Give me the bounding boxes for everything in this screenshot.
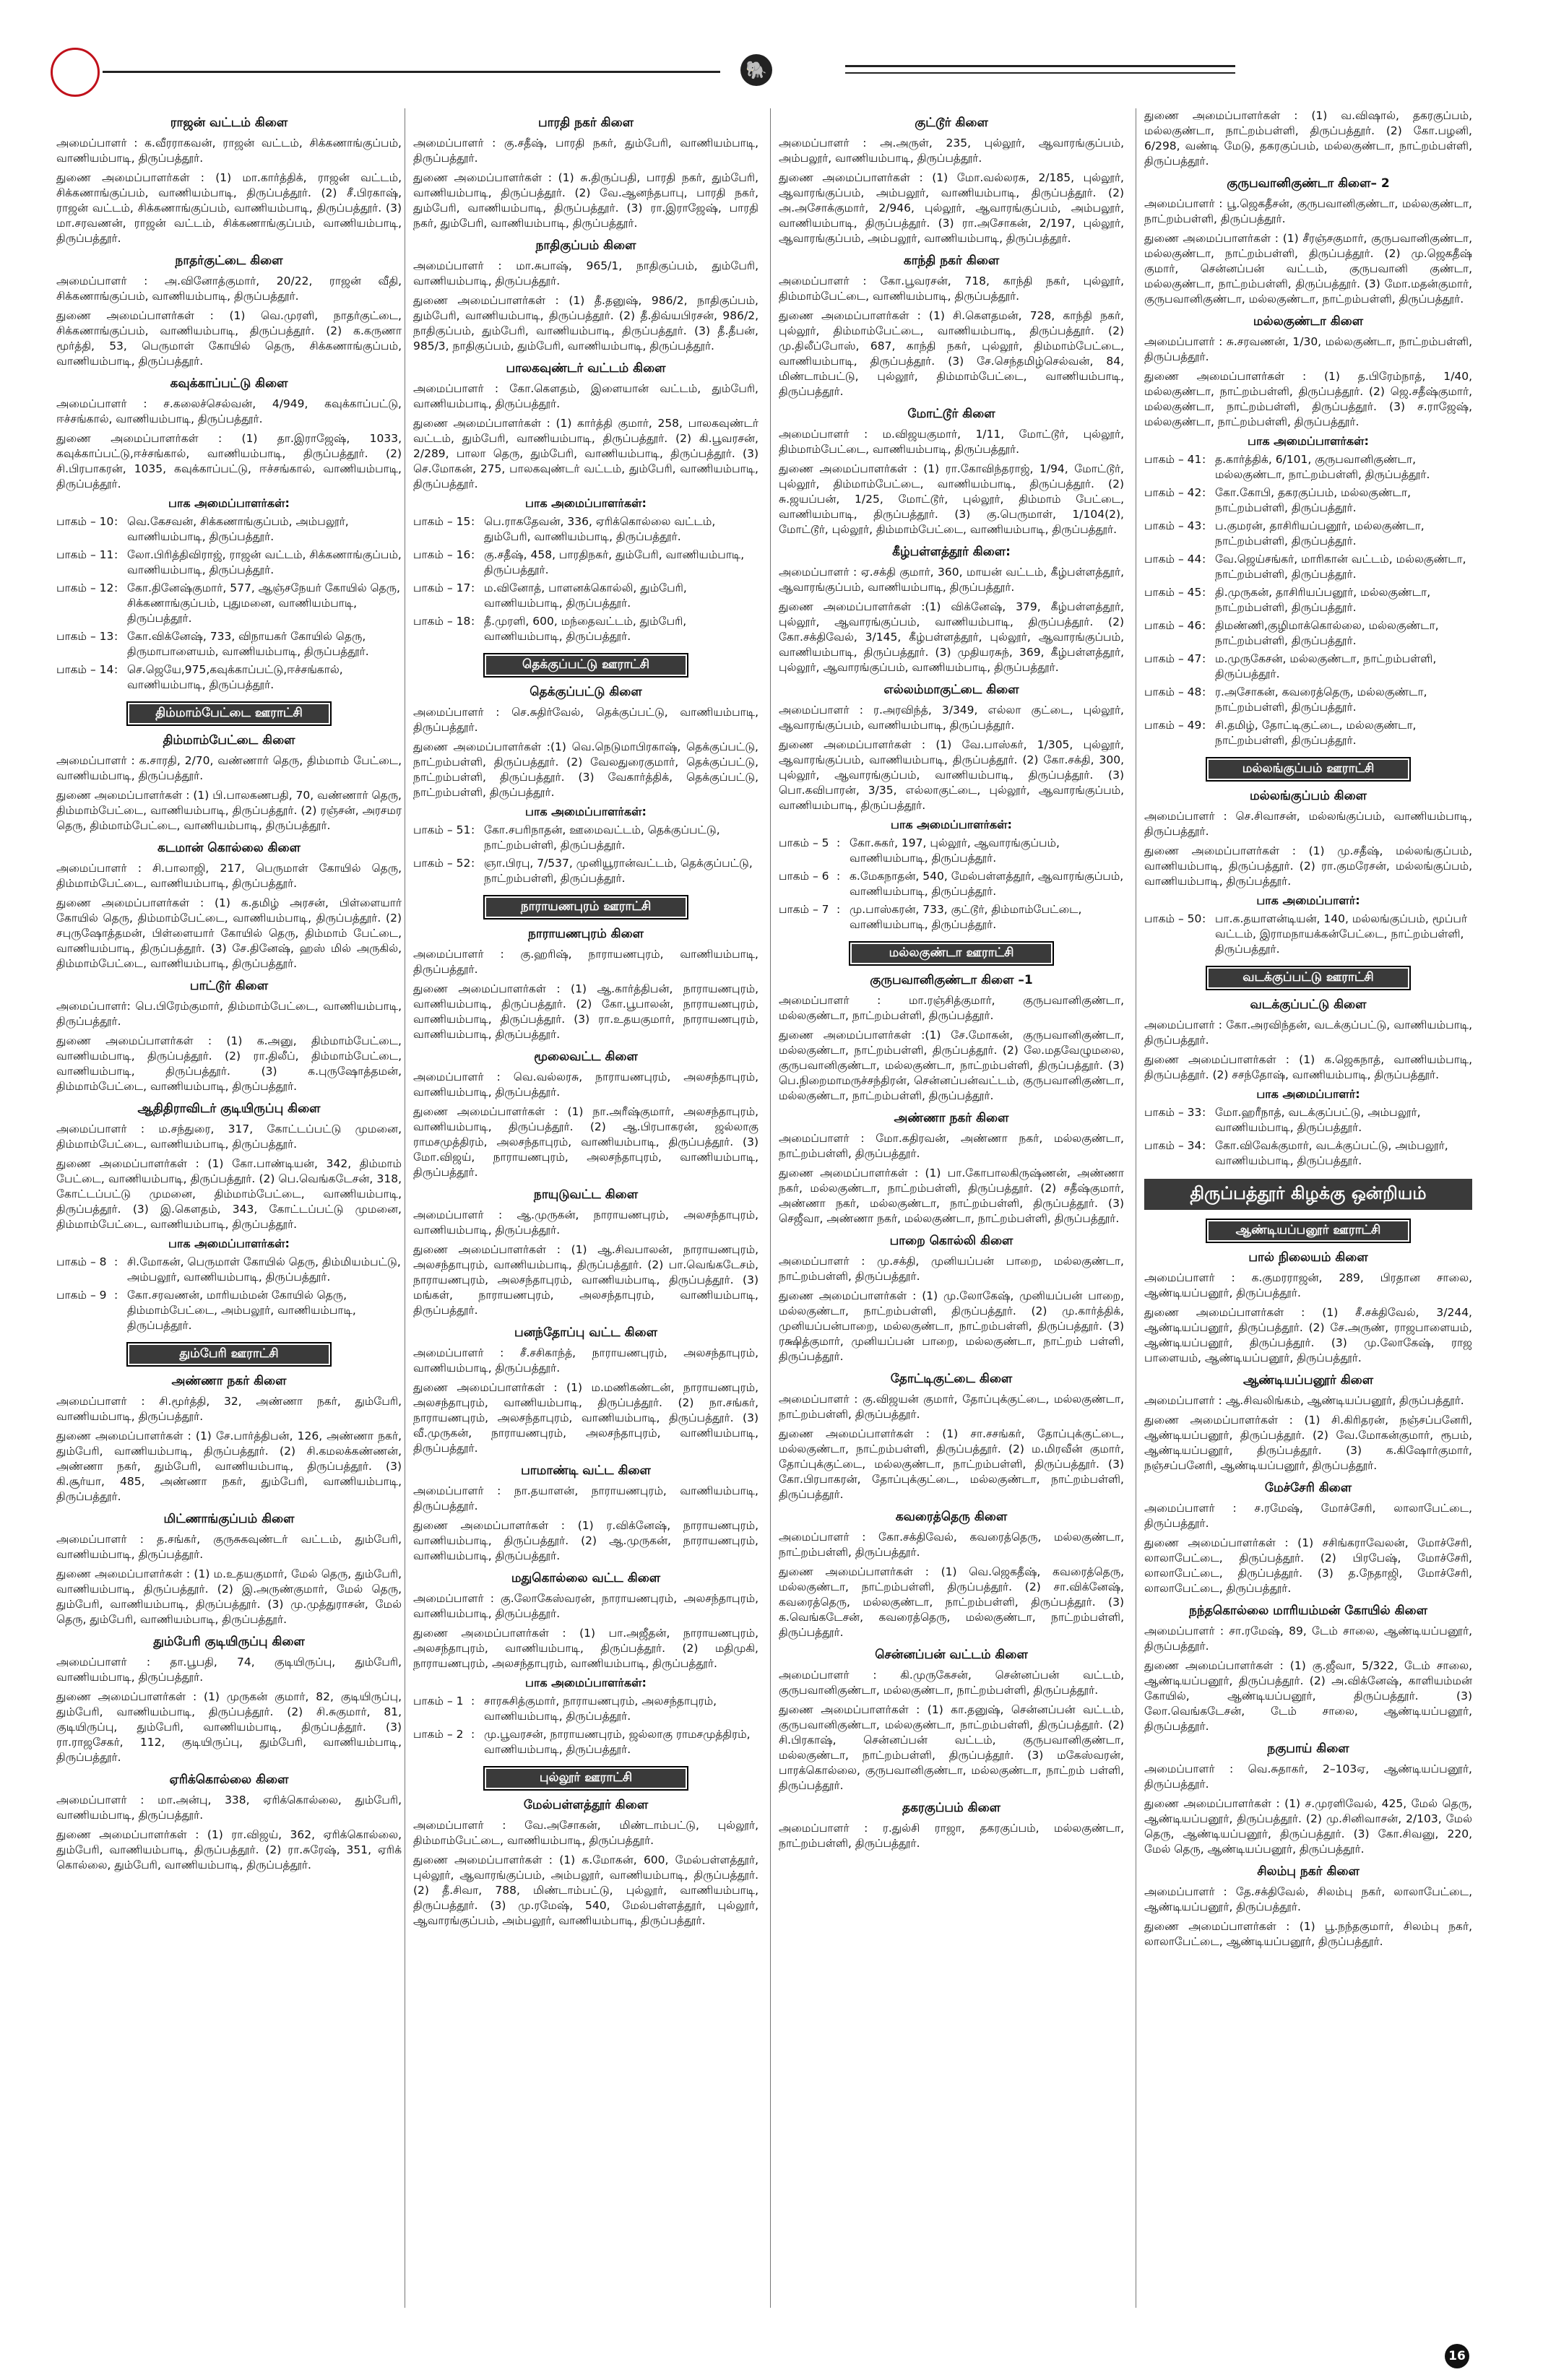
booth-number: பாகம் – 5 [779,836,829,849]
deputy-organizers-text: துணை அமைப்பாளர்கள் : (1) த.பிரேம்நாத், 1/40, மல்லகுண்டா, நாட்றம்பள்ளி, திருப்பத்தூர். (2) ஜெ.சதீஷ்குமார், மல்லகுண்டா, நாட்றம்பள்ளி, திருப்பத்தூர். (3) ச.ராஜேஷ், மல்லகுண்டா, நாட்றம்பள்ளி, திருப்பத்தூர். [1144,370,1472,428]
organizer-text: அமைப்பாளர் : சீ.சசிகாந்த், நாராயணபுரம், அலசந்தாபுரம், வாணியம்பாடி, திருப்பத்தூர். [413,1346,758,1375]
booth-organizer: பா.க.தயாளன்டியன், 140, மல்லங்குப்பம், மூப்பர் வட்டம், இராமநாயக்கன்பேட்டை, நாட்றம்பள்ளி, திருப்பத்தூர். [1215,912,1468,956]
deputy-organizers-text: துணை அமைப்பாளர்கள் : (1) கா.தனுஷ், சென்னப்பன் வட்டம், குருபவானிகுண்டா, மல்லகுண்டா, நாட்றம்பள்ளி, திருப்பத்தூர். (2) சி.பிரகாஷ், சென்னப்பன் வட்டம், குருபவானிகுண்டா, மல்லகுண்டா, நாட்றம்பள்ளி, திருப்பத்தூர். (3) மகேஸ்வரன், பாரக்கொல்லை, குருபவானிகுண்டா, மல்லகுண்டா, நாட்றம் பள்ளி, திருப்பத்தூர். [779,1703,1124,1792]
deputy-organizers-text: துணை அமைப்பாளர்கள் : (1) வ.விஷால், தகரகுப்பம், மல்லகுண்டா, நாட்றம்பள்ளி, திருப்பத்தூர். (2) கோ.பழனி, 6/298, வண்டி மேடு, தகரகுப்பம், மல்லகுண்டா, நாட்றம்பள்ளி, திருப்பத்தூர். [1144,109,1472,168]
organizer-text: அமைப்பாளர் : கு.விஜயன் குமார், தோப்புக்குட்டை, மல்லகுண்டா, நாட்றம்பள்ளி, திருப்பத்தூர். [779,1393,1124,1421]
booth-row: பாகம் – 41 : த.கார்த்திக், 6/101, குருபவானிகுண்டா, மல்லகுண்டா, நாட்றம்பள்ளி, திருப்பத்தூர். [1144,452,1472,483]
column-1 [56,108,402,2308]
booth-row: பாகம் – 7 : மு.பாஸ்கரன், 733, குட்டூர், திம்மாம்பேட்டை, வாணியம்பாடி, திருப்பத்தூர். [779,902,1124,932]
deputy-organizers-text: துணை அமைப்பாளர்கள் : (1) பா.கோபாலகிருஷ்ணன், அண்ணா நகர், மல்லகுண்டா, நாட்றம்பள்ளி, திருப்பத்தூர். (2) சதீஷ்குமார், அண்ணா நகர், மல்லகுண்டா, நாட்றம்பள்ளி, திருப்பத்தூர். (3) செஜீவா, அண்ணா நகர், மல்லகுண்டா, நாட்றம்பள்ளி, திருப்பத்தூர். [779,1167,1124,1225]
booth-organizer: கு.சதீஷ், 458, பாரதிநகர், தும்பேரி, வாணியம்பாடி, திருப்பத்தூர். [484,548,745,576]
branch-title: கீழ்பள்ளத்தூர் கிளை: [892,545,1011,559]
booth-row: பாகம் – 9 : கோ.சரவணன், மாரியம்மன் கோயில் தெரு, திம்மாம்பேட்டை, அம்பலூர், வாணியம்பாடி, திருப்பத்தூர். [56,1288,402,1333]
organizer-text: அமைப்பாளர் : சா.ரமேஷ், 89, டேம் சாலை, ஆண்டியப்பனூர், திருப்பத்தூர். [1144,1624,1472,1653]
booth-row: பாகம் – 51 : கோ.சபரிநாதன், ஊமைவட்டம், தெக்குப்பட்டு, நாட்றம்பள்ளி, திருப்பத்தூர். [413,823,758,853]
column-4 [1144,108,1472,2308]
booth-row: பாகம் – 45 : தி.முருகன், தாசிரியப்பனூர், மல்லகுண்டா, நாட்றம்பள்ளி, திருப்பத்தூர். [1144,585,1472,615]
organizer-text: அமைப்பாளர் : தே.சக்திவேல், சிலம்பு நகர், லாலாபேட்டை, ஆண்டியப்பனூர், திருப்பத்தூர். [1144,1885,1472,1913]
deputy-organizers-text: துணை அமைப்பாளர்கள் : (1) கார்த்தி குமார், 258, பாலகவுண்டர் வட்டம், தும்பேரி, வாணியம்பாடி, திருப்பத்தூர். (2) கி.பூவரசன், 2/289, பாலா தெரு, தும்பேரி, வாணியம்பாடி, திருப்பத்தூர். (3) செ.மோகன், 275, பாலகவுண்டர் வட்டம், தும்பேரி, வாணியம்பாடி, திருப்பத்தூர். [413,417,758,490]
panchayat-banner: மல்லங்குப்பம் ஊராட்சி [1206,757,1411,782]
organizer-text: அமைப்பாளர் : சு.சரவணன், 1/30, மல்லகுண்டா, நாட்றம்பள்ளி, திருப்பத்தூர். [1144,335,1472,363]
booth-row: பாகம் – 44 : வே.ஜெய்சங்கர், மாரிகான் வட்டம், மல்லகுண்டா, நாட்றம்பள்ளி, திருப்பத்தூர். [1144,552,1472,582]
booth-number: பாகம் – 11 [56,548,114,561]
branch-title: குருபவானிகுண்டா கிளை –1 [870,973,1033,987]
branch-title: எல்லம்மாகுட்டை கிளை [883,683,1019,697]
organizer-text: அமைப்பாளர் : ச.ரமேஷ், மோச்சேரி, லாலாபேட்டை, திருப்பத்தூர். [1144,1502,1472,1530]
organizer-text: அமைப்பாளர் : க.வீரராகவன், ராஜன் வட்டம், சிக்கணாங்குப்பம், வாணியம்பாடி, திருப்பத்தூர். [56,137,402,165]
organizer-text: அமைப்பாளர் : கு.ஹரிஷ், நாராயணபுரம், வாணியம்பாடி, திருப்பத்தூர். [413,948,758,976]
booth-organizer: பெ.ராகதேவன், 336, ஏரிக்கொல்லை வட்டம், தும்பேரி, வாணியம்பாடி, திருப்பத்தூர். [484,515,716,543]
organizer-text: அமைப்பாளர் : கோ.சக்திவேல், கவரைத்தெரு, மல்லகுண்டா, நாட்றம்பள்ளி, திருப்பத்தூர். [779,1531,1124,1559]
booth-number: பாகம் – 42 [1144,486,1202,499]
organizer-text: அமைப்பாளர் : கி.முருகேசன், சென்னப்பன் வட்டம், குருபவானிகுண்டா, மல்லகுண்டா, நாட்றம்பள்ளி, திருப்பத்தூர். [779,1669,1124,1697]
organizer-text: அமைப்பாளர் : ஆ.சிவலிங்கம், ஆண்டியப்பனூர், திருப்பத்தூர். [1144,1394,1464,1407]
branch-title: தும்பேரி குடியிருப்பு கிளை [153,1635,305,1649]
organizer-text: அமைப்பாளர் : நா.தயாளன், நாராயணபுரம், வாணியம்பாடி, திருப்பத்தூர். [413,1484,758,1513]
booth-number: பாகம் – 12 [56,581,114,594]
organizer-text: அமைப்பாளர் : செ.சிவாசன், மல்லங்குப்பம், வாணியம்பாடி, திருப்பத்தூர். [1144,810,1472,838]
deputy-organizers-text: துணை அமைப்பாளர்கள் : (1) பா.அஜீதன், நாராயணபுரம், அலசந்தாபுரம், வாணியம்பாடி, திருப்பத்தூர். (2) மதிமுகி, நாராயணபுரம், அலசந்தாபுரம், வாணியம்பாடி, திருப்பத்தூர். [413,1627,758,1670]
branch-title: பாறை கொல்லி கிளை [889,1234,1013,1248]
elephant-logo-icon: 🐘 [740,54,772,86]
booth-organizer: செ.ஜெயே,975,கவுக்காப்பட்டு,ஈச்சங்கால், வாணியம்பாடி, திருப்பத்தூர். [127,663,343,691]
booth-number: பாகம் – 13 [56,630,114,643]
branch-title: மல்லங்குப்பம் கிளை [1249,789,1367,803]
deputy-organizers-text: துணை அமைப்பாளர்கள் : (1) க.தமிழ் அரசன், பிள்ளையார் கோயில் தெரு, திம்மாம்பேட்டை, வாணியம்பாடி, திருப்பத்தூர். (2) சபுருஷோத்தமன், பிள்ளையார் கோயில் தெரு, திம்மாம் பேட்டை, வாணியம்பாடி, திருப்பத்தூர். (3) சே.தினேஷ், ஹஸ் மில் அருகில், திம்மாம்பேட்டை, வாணியம்பாடி, திருப்பத்தூர். [56,896,402,970]
booth-organizers-heading: பாக அமைப்பாளர்: [1256,1087,1360,1101]
branch-title: ஆதிதிராவிடர் குடியிருப்பு கிளை [137,1102,321,1116]
branch-title: பனந்தோப்பு வட்ட கிளை [514,1325,657,1340]
organizer-text: அமைப்பாளர் : ர.அரவிந்த், 3/349, எல்லா குட்டை, புல்லூர், ஆவாரங்குப்பம், வாணியம்பாடி, திருப்பத்தூர். [779,704,1124,732]
panchayat-banner: திம்மாம்பேட்டை ஊராட்சி [126,701,332,726]
booth-number: பாகம் – 18 [413,615,471,628]
branch-title: ஆண்டியப்பனூர் கிளை [1242,1373,1374,1388]
booth-number: பாகம் – 46 [1144,619,1202,632]
booth-row: பாகம் – 18 : தீ.முரளி, 600, மந்தைவட்டம், தும்பேரி, வாணியம்பாடி, திருப்பத்தூர். [413,614,758,644]
branch-title: சென்னப்பன் வட்டம் கிளை [875,1648,1028,1662]
deputy-organizers-text: துணை அமைப்பாளர்கள் : (1) க.மோகன், 600, மேல்பள்ளத்தூர், புல்லூர், ஆவாரங்குப்பம், அம்பலூர், வாணியம்பாடி, திருப்பத்தூர். (2) தீ.சிவா, 788, மிண்டாம்பட்டு, புல்லூர், வாணியம்பாடி, திருப்பத்தூர். (3) மு.ரமேஷ், 540, மேல்பள்ளத்தூர், புல்லூர், ஆவாரங்குப்பம், அம்பலூர், வாணியம்பாடி, திருப்பத்தூர். [413,1853,758,1927]
panchayat-banner: வடக்குப்பட்டு ஊராட்சி [1206,966,1411,990]
branch-title: காந்தி நகர் கிளை [903,254,1000,268]
booth-organizers-heading: பாக அமைப்பாளர்கள்: [1248,434,1369,448]
organizer-text: அமைப்பாளர் : ஆ.முருகன், நாராயணபுரம், அலசந்தாபுரம், வாணியம்பாடி, திருப்பத்தூர். [413,1208,758,1237]
booth-organizer: லோ.பிரித்திவிராஜ், ராஜன் வட்டம், சிக்கணாங்குப்பம், வாணியம்பாடி, திருப்பத்தூர். [127,548,402,576]
booth-number: பாகம் – 50 [1144,912,1202,925]
booth-row: பாகம் – 48 : ர.அசோகன், கவரைத்தெரு, மல்லகுண்டா, நாட்றம்பள்ளி, திருப்பத்தூர். [1144,685,1472,715]
deputy-organizers-text: துணை அமைப்பாளர்கள் : (1) ர.விக்னேஷ், நாராயணபுரம், வாணியம்பாடி, திருப்பத்தூர். (2) ஆ.முருகன், நாராயணபுரம், வாணியம்பாடி, திருப்பத்தூர். [413,1519,758,1562]
booth-organizer: மு.பூவரசன், நாராயணபுரம், ஜல்லாகு ராமசமுத்திரம், வாணியம்பாடி, திருப்பத்தூர். [484,1728,751,1756]
booth-organizer: ம.வினோத், பாளனக்கொல்லி, தும்பேரி, வாணியம்பாடி, திருப்பத்தூர். [484,581,687,610]
branch-title: மேல்பள்ளத்தூர் கிளை [523,1798,649,1812]
booth-organizers-heading: பாக அமைப்பாளர்கள்: [525,805,647,818]
booth-organizer: ர.அசோகன், கவரைத்தெரு, மல்லகுண்டா, நாட்றம்பள்ளி, திருப்பத்தூர். [1215,685,1427,714]
booth-number: பாகம் – 48 [1144,685,1202,698]
deputy-organizers-text: துணை அமைப்பாளர்கள் : (1) சா.சசங்கர், தோப்புக்குட்டை, மல்லகுண்டா, நாட்றம்பள்ளி, திருப்பத்தூர். (2) ம.மிரவீன் குமார், தோப்புக்குட்டை, மல்லகுண்டா, நாட்றம்பள்ளி, திருப்பத்தூர். (3) கோ.பிரபாகரன், தோப்புக்குட்டை, மல்லகுண்டா, நாட்றம்பள்ளி, திருப்பத்தூர். [779,1427,1124,1501]
branch-title: தகரகுப்பம் கிளை [902,1801,1000,1815]
booth-number: பாகம் – 16 [413,548,471,561]
booth-organizer: திமண்ணி,குழிமாக்கொல்லை, மல்லகுண்டா, நாட்றம்பள்ளி, திருப்பத்தூர். [1215,619,1439,647]
booth-organizer: மு.பாஸ்கரன், 733, குட்டூர், திம்மாம்பேட்டை, வாணியம்பாடி, திருப்பத்தூர். [850,903,1082,931]
booth-organizer: ப.குமரன், தாசிரியப்பனூர், மல்லகுண்டா, நாட்றம்பள்ளி, திருப்பத்தூர். [1215,519,1425,548]
deputy-organizers-text: துணை அமைப்பாளர்கள் : (1) கு.ஜீவா, 5/322, டேம் சாலை, ஆண்டியப்பனூர், திருப்பத்தூர். (2) அ.விக்னேஷ், காளியம்மன் கோயில், ஆண்டியப்பனூர், திருப்பத்தூர். (3) லோ.வெங்கடேசன், டேம் சாலை, ஆண்டியப்பனூர், திருப்பத்தூர். [1144,1659,1472,1733]
deputy-organizers-text: துணை அமைப்பாளர்கள் : (1) வே.பாஸ்கர், 1/305, புல்லூர், ஆவாரங்குப்பம், வாணியம்பாடி, திருப்பத்தூர். (2) கோ.சக்தி, 300, புல்லூர், ஆவாரங்குப்பம், வாணியம்பாடி, திருப்பத்தூர். (3) பொ.கவிபாரன், 3/35, எல்லாகுட்டை, புல்லூர், ஆவாரங்குப்பம், வாணியம்பாடி, திருப்பத்தூர். [779,738,1124,812]
panchayat-banner: மல்லகுண்டா ஊராட்சி [849,941,1054,966]
booth-number: பாகம் – 7 [779,903,829,916]
deputy-organizers-text: துணை அமைப்பாளர்கள் : (1) ம.உதயகுமார், மேல் தெரு, தும்பேரி, வாணியம்பாடி, திருப்பத்தூர். (2) இ.அருண்குமார், மேல் தெரு, தும்பேரி, வாணியம்பாடி, திருப்பத்தூர். (3) மு.முத்துராசன், மேல் தெரு, தும்பேரி, வாணியம்பாடி, திருப்பத்தூர். [56,1567,402,1626]
branch-title: சிலம்பு நகர் கிளை [1257,1864,1360,1879]
booth-organizer: த.கார்த்திக், 6/101, குருபவானிகுண்டா, மல்லகுண்டா, நாட்றம்பள்ளி, திருப்பத்தூர். [1215,453,1430,481]
organizer-text: அமைப்பாளர் : சி.மூர்த்தி, 32, அண்ணா நகர், தும்பேரி, வாணியம்பாடி, திருப்பத்தூர். [56,1395,402,1423]
branch-title: மல்லகுண்டா கிளை [1253,314,1364,329]
booth-number: பாகம் – 10 [56,515,114,528]
organizer-text: அமைப்பாளர் : அ.வினோத்குமார், 20/22, ராஜன் வீதி, சிக்கணாங்குப்பம், வாணியம்பாடி, திருப்பத்தூர். [56,274,402,303]
booth-organizer: சி.மோகன், பெருமாள் கோயில் தெரு, திம்மியம்பட்டு, அம்பலூர், வாணியம்பாடி, திருப்பத்தூர். [127,1255,401,1284]
booth-row: பாகம் – 6 : க.மேகநாதன், 540, மேல்பள்ளத்தூர், ஆவாரங்குப்பம், வாணியம்பாடி, திருப்பத்தூர். [779,870,1124,898]
panchayat-banner: புல்லூர் ஊராட்சி [483,1766,688,1791]
organizer-text: அமைப்பாளர் : பூ.ஜெகதீசன், குருபவானிகுண்டா, மல்லகுண்டா, நாட்றம்பள்ளி, திருப்பத்தூர். [1144,197,1472,225]
booth-number: பாகம் – 9 [56,1289,107,1302]
booth-number: பாகம் – 45 [1144,586,1202,599]
booth-row: பாகம் – 14 : செ.ஜெயே,975,கவுக்காப்பட்டு,ஈச்சங்கால், வாணியம்பாடி, திருப்பத்தூர். [56,662,402,693]
booth-organizer: கோ.சுகர், 197, புல்லூர், ஆவாரங்குப்பம், வாணியம்பாடி, திருப்பத்தூர். [850,836,1060,865]
booth-number: பாகம் – 2 [413,1728,464,1741]
branch-title: மேச்சேரி கிளை [1264,1481,1352,1495]
booth-number: பாகம் – 43 [1144,519,1202,532]
branch-title: பால் நிலையம் கிளை [1248,1250,1368,1265]
branch-title: கடமான் கொல்லை கிளை [157,841,301,855]
branch-title: திம்மாம்பேட்டை கிளை [163,733,295,748]
branch-title: ராஜன் வட்டம் கிளை [170,116,288,130]
booth-row: பாகம் – 2 : மு.பூவரசன், நாராயணபுரம், ஜல்லாகு ராமசமுத்திரம், வாணியம்பாடி, திருப்பத்தூர். [413,1727,758,1757]
booth-number: பாகம் – 17 [413,581,471,594]
booth-organizer: கோ.சபரிநாதன், ஊமைவட்டம், தெக்குப்பட்டு, நாட்றம்பள்ளி, திருப்பத்தூர். [484,823,720,852]
deputy-organizers-text: துணை அமைப்பாளர்கள் : (1) கோ.பாண்டியன், 342, திம்மாம் பேட்டை, வாணியம்பாடி, திருப்பத்தூர். (2) பெ.வெங்கடேசன், 318, கோட்டப்பட்டு முமனை, திம்மாம்பேட்டை, வாணியம்பாடி, திருப்பத்தூர். (3) இ.கௌதம், 343, கோட்டப்பட்டு முமனை, திம்மாம்பேட்டை, வாணியம்பாடி, திருப்பத்தூர். [56,1157,402,1231]
booth-row: பாகம் – 46 : திமண்ணி,குழிமாக்கொல்லை, மல்லகுண்டா, நாட்றம்பள்ளி, திருப்பத்தூர். [1144,618,1472,649]
deputy-organizers-text: துணை அமைப்பாளர்கள் : (1) ச.முரளிவேல், 425, மேல் தெரு, ஆண்டியப்பனூர், திருப்பத்தூர். (2) மு.சினிவாசன், 2/103, மேல் தெரு, ஆண்டியப்பனூர், திருப்பத்தூர். (3) கோ.சிவனு, 220, மேல் தெரு, ஆண்டியப்பனூர், திருப்பத்தூர். [1144,1797,1472,1856]
deputy-organizers-text: துணை அமைப்பாளர்கள் : (1) க.அனு, திம்மாம்பேட்டை, வாணியம்பாடி, திருப்பத்தூர். (2) ரா.திலீப், திம்மாம்பேட்டை, வாணியம்பாடி, திருப்பத்தூர். (3) க.புருஷோத்தமன், திம்மாம்பேட்டை, வாணியம்பாடி, திருப்பத்தூர். [56,1034,402,1093]
organizer-text: அமைப்பாளர் : மா.ரஞ்சித்குமார், குருபவானிகுண்டா, மல்லகுண்டா, நாட்றம்பள்ளி, திருப்பத்தூர். [779,994,1124,1022]
branch-title: பாலகவுண்டர் வட்டம் கிளை [506,361,666,376]
booth-number: பாகம் – 44 [1144,553,1202,566]
booth-organizers-heading: பாக அமைப்பாளர்கள்: [525,1676,647,1689]
booth-row: பாகம் – 50 : பா.க.தயாளன்டியன், 140, மல்லங்குப்பம், மூப்பர் வட்டம், இராமநாயக்கன்பேட்டை, நாட்றம்பள்ளி, திருப்பத்தூர். [1144,912,1472,957]
organizer-text: அமைப்பாளர் : மோ.கதிரவன், அண்ணா நகர், மல்லகுண்டா, நாட்றம்பள்ளி, திருப்பத்தூர். [779,1132,1124,1160]
booth-row: பாகம் – 16 : கு.சதீஷ், 458, பாரதிநகர், தும்பேரி, வாணியம்பாடி, திருப்பத்தூர். [413,548,758,578]
deputy-organizers-text: துணை அமைப்பாளர்கள் : (1) முருகன் குமார், 82, குடியிருப்பு, தும்பேரி, வாணியம்பாடி, திருப்பத்தூர். (2) சி.சுகுமார், 81, குடியிருப்பு, தும்பேரி, வாணியம்பாடி, திருப்பத்தூர். (3) ரா.ராஜசேகர், 112, குடியிருப்பு, தும்பேரி, வாணியம்பாடி, திருப்பத்தூர். [56,1690,402,1764]
booth-organizer: கோ.கோபி, தகரகுப்பம், மல்லகுண்டா, நாட்றம்பள்ளி, திருப்பத்தூர். [1215,486,1412,514]
booth-row: பாகம் – 43 : ப.குமரன், தாசிரியப்பனூர், மல்லகுண்டா, நாட்றம்பள்ளி, திருப்பத்தூர். [1144,519,1472,549]
booth-row: பாகம் – 5 : கோ.சுகர், 197, புல்லூர், ஆவாரங்குப்பம், வாணியம்பாடி, திருப்பத்தூர். [779,836,1124,866]
branch-title: அண்ணா நகர் கிளை [171,1374,287,1388]
booth-number: பாகம் – 1 [413,1695,464,1708]
organizer-text: அமைப்பாளர் : ர.துல்சி ராஜா, தகரகுப்பம், மல்லகுண்டா, நாட்றம்பள்ளி, திருப்பத்தூர். [779,1822,1124,1850]
branch-title: பாமாண்டி வட்ட கிளை [521,1463,651,1478]
booth-organizer: தீ.முரளி, 600, மந்தைவட்டம், தும்பேரி, வாணியம்பாடி, திருப்பத்தூர். [484,615,687,643]
booth-number: பாகம் – 34 [1144,1139,1202,1152]
booth-number: பாகம் – 6 [779,870,829,883]
panchayat-banner: தெக்குப்பட்டு ஊராட்சி [483,653,688,678]
organizer-text: அமைப்பாளர் : செ.சுதிர்வேல், தெக்குப்பட்டு, வாணியம்பாடி, திருப்பத்தூர். [413,706,758,734]
page-number-badge: 16 [1445,2344,1469,2368]
deputy-organizers-text: துணை அமைப்பாளர்கள் : (1) சே.பார்த்திபன், 126, அண்ணா நகர், தும்பேரி, வாணியம்பாடி, திருப்பத்தூர். (2) சி.கமலக்கண்ணன், அண்ணா நகர், தும்பேரி, வாணியம்பாடி, திருப்பத்தூர். (3) கி.சூர்யா, 485, அண்ணா நகர், தும்பேரி, வாணியம்பாடி, திருப்பத்தூர். [56,1429,402,1503]
deputy-organizers-text: துணை அமைப்பாளர்கள் : (1) மு.சதீஷ், மல்லங்குப்பம், வாணியம்பாடி, திருப்பத்தூர். (2) ரா.குமரேசன், மல்லங்குப்பம், வாணியம்பாடி, திருப்பத்தூர். [1144,844,1472,888]
booth-row: பாகம் – 33 : மோ.ஹரீநாத், வடக்குப்பட்டு, அம்பலூர், வாணியம்பாடி, திருப்பத்தூர். [1144,1105,1472,1135]
deputy-organizers-text: துணை அமைப்பாளர்கள் : (1) ஆ.கார்த்திபன், நாராயணபுரம், வாணியம்பாடி, திருப்பத்தூர். (2) கோ.பூபாலன், நாராயணபுரம், வாணியம்பாடி, திருப்பத்தூர். (3) ரா.உதயகுமார், நாராயணபுரம், வாணியம்பாடி, திருப்பத்தூர். [413,982,758,1041]
booth-organizer: தி.முருகன், தாசிரியப்பனூர், மல்லகுண்டா, நாட்றம்பள்ளி, திருப்பத்தூர். [1215,586,1431,614]
deputy-organizers-text: துணை அமைப்பாளர்கள் : (1) சி.கிரிதரன், நஞ்சப்பனேரி, ஆண்டியப்பனூர், திருப்பத்தூர். (2) வே.மோகன்குமார், ரூபம், ஆண்டியப்பனூர், திருப்பத்தூர். (3) க.கிஷோர்குமார், நஞ்சப்பனேரி, ஆண்டியப்பனூர், திருப்பத்தூர். [1144,1414,1472,1472]
booth-organizer: வே.ஜெய்சங்கர், மாரிகான் வட்டம், மல்லகுண்டா, நாட்றம்பள்ளி, திருப்பத்தூர். [1215,553,1466,581]
branch-title: மிட்ணாங்குப்பம் கிளை [163,1512,295,1526]
branch-title: நந்தகொல்லை மாரியம்மன் கோயில் கிளை [1189,1604,1427,1618]
deputy-organizers-text: துணை அமைப்பாளர்கள் :(1) வெ.நெடுமாபிரகாஷ், தெக்குப்பட்டு, நாட்றம்பள்ளி, திருப்பத்தூர். (2) வேலதுரைகுமார், தெக்குப்பட்டு, நாட்றம்பள்ளி, திருப்பத்தூர். (3) வேகார்த்திக், தெக்குப்பட்டு, நாட்றம்பள்ளி, திருப்பத்தூர். [413,740,758,799]
booth-number: பாகம் – 41 [1144,453,1202,466]
deputy-organizers-text: துணை அமைப்பாளர்கள் : (1) ஆ.சிவபாலன், நாராயணபுரம், அலசந்தாபுரம், வாணியம்பாடி, திருப்பத்தூர். (2) பா.வெங்கடேசம், நாராயணபுரம், அலசந்தாபுரம், வாணியம்பாடி, திருப்பத்தூர். (3) மங்கள், நாராயணபுரம், அலசந்தாபுரம், வாணியம்பாடி, திருப்பத்தூர். [413,1243,758,1317]
organizer-text: அமைப்பாளர் : சி.பாலாஜி, 217, பெருமாள் கோயில் தெரு, திம்மாம்பேட்டை, வாணியம்பாடி, திருப்பத்தூர். [56,862,402,890]
deputy-organizers-text: துணை அமைப்பாளர்கள் : (1) தா.இராஜேஷ், 1033, கவுக்காப்பட்டு,ஈச்சங்கால், வாணியம்பாடி, திருப்பத்தூர். (2) சி.பிரபாகரன், 1035, கவுக்காப்பட்டு, ஈச்சங்கால், வாணியம்பாடி, திருப்பத்தூர். [56,432,402,490]
booth-organizers-heading: பாக அமைப்பாளர்கள்: [168,496,290,510]
deputy-organizers-text: துணை அமைப்பாளர்கள் : (1) க.ஜெகநாத், வாணியம்பாடி, திருப்பத்தூர். (2) சசந்தோஷ், வாணியம்பாடி, திருப்பத்தூர். [1144,1053,1472,1081]
organizer-text: அமைப்பாளர் : க.குமரராஜன், 289, பிரதான சாலை, ஆண்டியப்பனூர், திருப்பத்தூர். [1144,1271,1472,1299]
branch-title: நாதிகுப்பம் கிளை [535,238,636,253]
union-heading-banner: திருப்பத்தூர் கிழக்கு ஒன்றியம் [1144,1179,1472,1210]
organizer-text: அமைப்பாளர் : அ.அருள், 235, புல்லூர், ஆவாரங்குப்பம், அம்பலூர், வாணியம்பாடி, திருப்பத்தூர். [779,137,1124,165]
booth-number: பாகம் – 8 [56,1255,107,1268]
booth-number: பாகம் – 52 [413,857,471,870]
booth-number: பாகம் – 47 [1144,652,1202,665]
booth-row: பாகம் – 34 : கோ.விவேக்குமார், வடக்குப்பட்டு, அம்பலூர், வாணியம்பாடி, திருப்பத்தூர். [1144,1138,1472,1169]
booth-organizer: ம.முருகேசன், மல்லகுண்டா, நாட்றம்பள்ளி, திருப்பத்தூர். [1215,652,1437,680]
booth-organizer: வெ.கேசவன், சிக்கணாங்குப்பம், அம்பலூர், வாணியம்பாடி, திருப்பத்தூர். [127,515,349,543]
branch-title: தெக்குப்பட்டு கிளை [530,685,642,699]
booth-organizers-heading: பாக அமைப்பாளர்: [1256,893,1360,907]
branch-title: பாரதி நகர் கிளை [537,116,634,130]
article-body [56,108,1472,2308]
branch-title: தோட்டிகுட்டை கிளை [890,1372,1013,1386]
deputy-organizers-text: துணை அமைப்பாளர்கள் : (1) ம.மணிகண்டன், நாராயணபுரம், அலசந்தாபுரம், வாணியம்பாடி, திருப்பத்தூர். (2) நா.சங்கர், நாராயணபுரம், அலசந்தாபுரம், வாணியம்பாடி, திருப்பத்தூர். (3) வீ.முருகன், நாராயணபுரம், அலசந்தாபுரம், வாணியம்பாடி, திருப்பத்தூர். [413,1381,758,1455]
organizer-text: அமைப்பாளர் : ம.விஜயகுமார், 1/11, மோட்டூர், புல்லூர், திம்மாம்பேட்டை, வாணியம்பாடி, திருப்பத்தூர். [779,428,1124,456]
booth-organizer: மோ.ஹரீநாத், வடக்குப்பட்டு, அம்பலூர், வாணியம்பாடி, திருப்பத்தூர். [1215,1106,1421,1134]
organizer-text: அமைப்பாளர் : ஏ.சக்தி குமார், 360, மாயன் வட்டம், கீழ்பள்ளத்தூர், ஆவாரங்குப்பம், வாணியம்பாடி, திருப்பத்தூர். [779,566,1124,594]
organizer-text: அமைப்பாளர் : கோ.அரவிந்தன், வடக்குப்பட்டு, வாணியம்பாடி, திருப்பத்தூர். [1144,1018,1472,1047]
deputy-organizers-text: துணை அமைப்பாளர்கள் : (1) சசிங்கராவேலன், மோச்சேரி, லாலாபேட்டை, திருப்பத்தூர். (2) பிரபேஷ், மோச்சேரி, லாலாபேட்டை, திருப்பத்தூர். (3) த.நேதாஜி, மோச்சேரி, லாலாபேட்டை, திருப்பத்தூர். [1144,1536,1472,1595]
header-rule-right-2 [845,72,1235,74]
panchayat-banner: தும்பேரி ஊராட்சி [126,1342,332,1367]
booth-row: பாகம் – 42 : கோ.கோபி, தகரகுப்பம், மல்லகுண்டா, நாட்றம்பள்ளி, திருப்பத்தூர். [1144,485,1472,516]
organizer-text: அமைப்பாளர் : க.சாரதி, 2/70, வண்ணார் தெரு, திம்மாம் பேட்டை, வாணியம்பாடி, திருப்பத்தூர். [56,754,402,782]
deputy-organizers-text: துணை அமைப்பாளர்கள் : (1) வெ.முரளி, நாதர்குட்டை, சிக்கணாங்குப்பம், வாணியம்பாடி, திருப்பத்தூர். (2) க.கருணா மூர்த்தி, 53, பெருமாள் கோயில் தெரு, சிக்கணாங்குப்பம், வாணியம்பாடி, திருப்பத்தூர். [56,309,402,368]
header-rule-right [845,65,1235,67]
branch-title: மோட்டூர் கிளை [907,407,995,421]
booth-row: பாகம் – 47 : ம.முருகேசன், மல்லகுண்டா, நாட்றம்பள்ளி, திருப்பத்தூர். [1144,652,1472,682]
organizer-text: அமைப்பாளர்: பெ.பிரேம்குமார், திம்மாம்பேட்டை, வாணியம்பாடி, திருப்பத்தூர். [56,1000,402,1028]
panchayat-banner: ஆண்டியப்பனூர் ஊராட்சி [1206,1219,1411,1243]
deputy-organizers-text: துணை அமைப்பாளர்கள் : (1) வெ.ஜெகதீஷ், கவரைத்தெரு, மல்லகுண்டா, நாட்றம்பள்ளி, திருப்பத்தூர். (2) சா.விக்னேஷ், கவரைத்தெரு, மல்லகுண்டா, நாட்றம்பள்ளி, திருப்பத்தூர். (3) க.வெங்கடேசன், கவரைத்தெரு, மல்லகுண்டா, நாட்றம்பள்ளி, திருப்பத்தூர். [779,1565,1124,1639]
booth-row: பாகம் – 13 : கோ.விக்னேஷ், 733, விநாயகர் கோயில் தெரு, திருமாபாளையம், வாணியம்பாடி, திருப்பத்தூர். [56,629,402,659]
branch-title: மதுகொல்லை வட்ட கிளை [511,1571,661,1585]
page-header [51,43,1492,94]
deputy-organizers-text: துணை அமைப்பாளர்கள் : (1) சு.திருப்பதி, பாரதி நகர், தும்பேரி, வாணியம்பாடி, திருப்பத்தூர். (2) வே.ஆனந்தபாபு, பாரதி நகர், தும்பேரி, வாணியம்பாடி, திருப்பத்தூர். (3) ரா.இராஜேஷ், பாரதி நகர், தும்பேரி, வாணியம்பாடி, திருப்பத்தூர். [413,171,758,230]
booth-organizer: கோ.விக்னேஷ், 733, விநாயகர் கோயில் தெரு, திருமாபாளையம், வாணியம்பாடி, திருப்பத்தூர். [127,630,369,658]
organizer-text: அமைப்பாளர் : கோ.கௌதம், இளையான் வட்டம், தும்பேரி, வாணியம்பாடி, திருப்பத்தூர். [413,382,758,410]
booth-row: பாகம் – 15 : பெ.ராகதேவன், 336, ஏரிக்கொல்லை வட்டம், தும்பேரி, வாணியம்பாடி, திருப்பத்தூர். [413,514,758,545]
panchayat-banner: நாராயணபுரம் ஊராட்சி [483,895,688,919]
branch-title: பாட்டூர் கிளை [189,979,269,993]
organizer-text: அமைப்பாளர் : வெ.வல்லரசு, நாராயணபுரம், அலசந்தாபுரம், வாணியம்பாடி, திருப்பத்தூர். [413,1070,758,1099]
booth-organizer: சி.தமிழ், தோட்டிகுட்டை, மல்லகுண்டா, நாட்றம்பள்ளி, திருப்பத்தூர். [1215,719,1417,747]
booth-organizers-heading: பாக அமைப்பாளர்கள்: [168,1237,290,1250]
branch-title: மூலைவட்ட கிளை [534,1050,638,1064]
booth-number: பாகம் – 51 [413,823,471,836]
booth-organizers-heading: பாக அமைப்பாளர்கள்: [525,496,647,510]
deputy-organizers-text: துணை அமைப்பாளர்கள் :(1) சே.மோகன், குருபவானிகுண்டா, மல்லகுண்டா, நாட்றம்பள்ளி, திருப்பத்தூர். (2) லே.மதவேழுமலை, குருபவானிகுண்டா, மல்லகுண்டா, நாட்றம்பள்ளி, திருப்பத்தூர். (3) பெ.நிறைமாமருச்சந்திரன், சென்னப்பன்வட்டம், குருபவானிகுண்டா, மல்லகுண்டா, நாட்றம்பள்ளி, திருப்பத்தூர். [779,1029,1124,1102]
booth-row: பாகம் – 11 : லோ.பிரித்திவிராஜ், ராஜன் வட்டம், சிக்கணாங்குப்பம், வாணியம்பாடி, திருப்பத்தூர். [56,548,402,576]
booth-number: பாகம் – 33 [1144,1106,1202,1119]
branch-title: கவரைத்தெரு கிளை [895,1510,1008,1524]
booth-row: பாகம் – 52 : ஞா.பிரபு, 7/537, முனியூரான்வட்டம், தெக்குப்பட்டு, நாட்றம்பள்ளி, திருப்பத்தூர். [413,856,758,886]
booth-organizer: கோ.சரவணன், மாரியம்மன் கோயில் தெரு, திம்மாம்பேட்டை, அம்பலூர், வாணியம்பாடி, திருப்பத்தூர். [127,1289,356,1332]
deputy-organizers-text: துணை அமைப்பாளர்கள் : (1) சீ.சக்திவேல், 3/244, ஆண்டியப்பனூர், திருப்பத்தூர். (2) சே.அருண், ராஜபாளையம், ஆண்டியப்பனூர், திருப்பத்தூர். (3) மு.லோகேஷ், ராஜ பாளையம், ஆண்டியப்பனூர், திருப்பத்தூர். [1144,1306,1472,1364]
branch-title: நாராயணபுரம் கிளை [527,927,644,941]
organizer-text: அமைப்பாளர் : மு.சக்தி, முனியப்பன் பாறை, மல்லகுண்டா, நாட்றம்பள்ளி, திருப்பத்தூர். [779,1255,1124,1283]
deputy-organizers-text: துணை அமைப்பாளர்கள் : (1) பூ.நந்தகுமார், சிலம்பு நகர், லாலாபேட்டை, ஆண்டியப்பனூர், திருப்பத்தூர். [1144,1920,1472,1948]
branch-title: வடக்குப்பட்டு கிளை [1250,998,1367,1012]
column-2 [413,108,758,2308]
deputy-organizers-text: துணை அமைப்பாளர்கள் : (1) ரா.கோவிந்தராஜ், 1/94, மோட்டூர், புல்லூர், திம்மாம்பேட்டை, வாணியம்பாடி, திருப்பத்தூர். (2) சு.ஜயப்பன், 1/25, மோட்டூர், புல்லூர், திம்மாம் பேட்டை, வாணியம்பாடி, திருப்பத்தூர். (3) கு.பெருமாள், 1/104(2), மோட்டூர், புல்லூர், திம்மாம்பேட்டை, வாணியம்பாடி, திருப்பத்தூர். [779,462,1124,536]
booth-number: பாகம் – 49 [1144,719,1202,732]
organizer-text: அமைப்பாளர் : கு.சதீஷ், பாரதி நகர், தும்பேரி, வாணியம்பாடி, திருப்பத்தூர். [413,137,758,165]
deputy-organizers-text: துணை அமைப்பாளர்கள் :(1) விக்னேஷ், 379, கீழ்பள்ளத்தூர், புல்லூர், ஆவாரங்குப்பம், வாணியம்பாடி, திருப்பத்தூர். (2) கோ.சக்திவேல், 3/145, கீழ்பள்ளத்தூர், புல்லூர், ஆவாரங்குப்பம், வாணியம்பாடி, திருப்பத்தூர். (3) முதியரசுந், 369, கீழ்பள்ளத்தூர், புல்லூர், ஆவாரங்குப்பம், வாணியம்பாடி, திருப்பத்தூர். [779,600,1124,674]
branch-title: நாதர்குட்டை கிளை [175,254,283,268]
deputy-organizers-text: துணை அமைப்பாளர்கள் : (1) மோ.வல்லரசு, 2/185, புல்லூர், ஆவாரங்குப்பம், அம்பலூர், வாணியம்பாடி, திருப்பத்தூர். (2) அ.அசோக்குமார், 2/946, புல்லூர், ஆவாரங்குப்பம், அம்பலூர், வாணியம்பாடி, திருப்பத்தூர். (3) ரா.அசோகன், 2/197, புல்லூர், ஆவாரங்குப்பம், அம்பலூர், வாணியம்பாடி, திருப்பத்தூர். [779,171,1124,245]
booth-organizers-heading: பாக அமைப்பாளர்கள்: [891,818,1012,831]
organizer-text: அமைப்பாளர் : தா.பூபதி, 74, குடியிருப்பு, தும்பேரி, வாணியம்பாடி, திருப்பத்தூர். [56,1656,402,1684]
deputy-organizers-text: துணை அமைப்பாளர்கள் : (1) தீ.தனுஷ், 986/2, நாதிகுப்பம், தும்பேரி, வாணியம்பாடி, திருப்பத்தூர். (2) தீ.திவ்யபிரசன், 986/2, நாதிகுப்பம், தும்பேரி, வாணியம்பாடி, திருப்பத்தூர். (3) தீ.தீபன், 985/3, நாதிகுப்பம், தும்பேரி, வாணியம்பாடி, திருப்பத்தூர். [413,294,758,352]
header-circle-ornament [51,48,100,97]
organizer-text: அமைப்பாளர் : கு.லோகேஸ்வரன், நாராயணபுரம், அலசந்தாபுரம், வாணியம்பாடி, திருப்பத்தூர். [413,1592,758,1620]
deputy-organizers-text: துணை அமைப்பாளர்கள் : (1) சி.கௌதமன், 728, காந்தி நகர், புல்லூர், திம்மாம்பேட்டை, வாணியம்பாடி, திருப்பத்தூர். (2) மு.திலீப்போஸ், 687, காந்தி நகர், புல்லூர், திம்மாம்பேட்டை, வாணியம்பாடி, திருப்பத்தூர். (3) சே.செந்தமிழ்செல்வன், 84, மிண்டாம்பட்டு, புல்லூர், திம்மாம்பேட்டை, வாணியம்பாடி, திருப்பத்தூர். [779,309,1124,398]
booth-row: பாகம் – 49 : சி.தமிழ், தோட்டிகுட்டை, மல்லகுண்டா, நாட்றம்பள்ளி, திருப்பத்தூர். [1144,718,1472,748]
deputy-organizers-text: துணை அமைப்பாளர்கள் : (1) ரா.விஜய், 362, ஏரிக்கொல்லை, தும்பேரி, வாணியம்பாடி, திருப்பத்தூர். (2) ரா.சுரேஷ், 351, ஏரிக் கொல்லை, தும்பேரி, வாணியம்பாடி, திருப்பத்தூர். [56,1828,402,1871]
column-3 [779,108,1124,2308]
booth-row: பாகம் – 8 : சி.மோகன், பெருமாள் கோயில் தெரு, திம்மியம்பட்டு, அம்பலூர், வாணியம்பாடி, திருப்பத்தூர். [56,1255,401,1284]
branch-title: குருபவானிகுண்டா கிளை– 2 [1227,176,1390,191]
organizer-text: அமைப்பாளர் : வெ.சுதாகர், 2–103ஏ, ஆண்டியப்பனூர், திருப்பத்தூர். [1144,1762,1472,1791]
booth-row: பாகம் – 17 : ம.வினோத், பாளனக்கொல்லி, தும்பேரி, வாணியம்பாடி, திருப்பத்தூர். [413,581,758,611]
branch-title: குட்டூர் கிளை [915,116,988,130]
booth-organizer: கோ.விவேக்குமார், வடக்குப்பட்டு, அம்பலூர், வாணியம்பாடி, திருப்பத்தூர். [1215,1139,1448,1167]
booth-row: பாகம் – 1 : சாரசுசித்குமார், நாராயணபுரம், அலசந்தாபுரம், வாணியம்பாடி, திருப்பத்தூர். [413,1694,758,1724]
booth-row: பாகம் – 10 : வெ.கேசவன், சிக்கணாங்குப்பம், அம்பலூர், வாணியம்பாடி, திருப்பத்தூர். [56,514,402,545]
booth-row: பாகம் – 12 : கோ.தினேஷ்குமார், 577, ஆஞ்சநேயர் கோயில் தெரு, சிக்கணாங்குப்பம், புதுமனை, வாணியம்பாடி, திருப்பத்தூர். [56,581,402,626]
organizer-text: அமைப்பாளர் : ச.கலைச்செல்வன், 4/949, கவுக்காப்பட்டு, ஈச்சங்கால், வாணியம்பாடி, திருப்பத்தூர். [56,397,402,425]
deputy-organizers-text: துணை அமைப்பாளர்கள் : (1) மு.லோகேஷ், முனியப்பன் பாறை, மல்லகுண்டா, நாட்றம்பள்ளி, திருப்பத்தூர். (2) மு.கார்த்திக், முனியப்பன்பாறை, மல்லகுண்டா, நாட்றம்பள்ளி, திருப்பத்தூர். (3) ரக்ஷித்குமார், முனியப்பன் பாறை, மல்லகுண்டா, நாட்றம் பள்ளி, திருப்பத்தூர். [779,1289,1124,1363]
header-rule-left [103,71,720,73]
branch-title: நகுபாய் கிளை [1267,1741,1349,1756]
deputy-organizers-text: துணை அமைப்பாளர்கள் : (1) நா.அரீஷ்குமார், அலசந்தாபுரம், வாணியம்பாடி, திருப்பத்தூர். (2) ஆ.பிரபாகரன், ஜல்லாகு ராமசமுத்திரம், அலசந்தாபுரம், வாணியம்பாடி, திருப்பத்தூர். (3) மோ.விஜய், நாராயணபுரம், அலசந்தாபுரம், வாணியம்பாடி, திருப்பத்தூர். [413,1105,758,1179]
organizer-text: அமைப்பாளர் : ம.சந்துரை, 317, கோட்டப்பட்டு முமனை, திம்மாம்பேட்டை, வாணியம்பாடி, திருப்பத்தூர். [56,1122,402,1151]
booth-number: பாகம் – 15 [413,515,471,528]
booth-organizer: ஞா.பிரபு, 7/537, முனியூரான்வட்டம், தெக்குப்பட்டு, நாட்றம்பள்ளி, திருப்பத்தூர். [484,857,753,885]
deputy-organizers-text: துணை அமைப்பாளர்கள் : (1) பி.பாலகணபதி, 70, வண்ணார் தெரு, திம்மாம்பேட்டை, வாணியம்பாடி, திருப்பத்தூர். (2) ரஞ்சன், அரசமர தெரு, திம்மாம்பேட்டை, வாணியம்பாடி, திருப்பத்தூர். [56,789,402,832]
branch-title: அண்ணா நகர் கிளை [894,1111,1009,1125]
booth-organizer: க.மேகநாதன், 540, மேல்பள்ளத்தூர், ஆவாரங்குப்பம், வாணியம்பாடி, திருப்பத்தூர். [850,870,1124,898]
booth-number: பாகம் – 14 [56,663,114,676]
organizer-text: அமைப்பாளர் : வே.அசோகன், மிண்டாம்பட்டு, புல்லூர், திம்மாம்பேட்டை, வாணியம்பாடி, திருப்பத்தூர். [413,1819,758,1847]
organizer-text: அமைப்பாளர் : மா.சுபாஷ், 965/1, நாதிகுப்பம், தும்பேரி, வாணியம்பாடி, திருப்பத்தூர். [413,259,758,287]
branch-title: ஏரிக்கொல்லை கிளை [169,1773,289,1787]
branch-title: நாயுடுவட்ட கிளை [533,1187,639,1202]
branch-title: கவுக்காப்பட்டு கிளை [170,376,288,391]
booth-organizer: கோ.தினேஷ்குமார், 577, ஆஞ்சநேயர் கோயில் தெரு, சிக்கணாங்குப்பம், புதுமனை, வாணியம்பாடி, திருப்பத்தூர். [127,581,400,625]
organizer-text: அமைப்பாளர் : கோ.பூவரசன், 718, காந்தி நகர், புல்லூர், திம்மாம்பேட்டை, வாணியம்பாடி, திருப்பத்தூர். [779,274,1124,303]
deputy-organizers-text: துணை அமைப்பாளர்கள் : (1) சீரஞ்சகுமார், குருபவானிகுண்டா, மல்லகுண்டா, நாட்றம்பள்ளி, திருப்பத்தூர். (2) மு.ஜெகதீஷ் குமார், சென்னப்பன் வட்டம், குருபவானி குண்டா, மல்லகுண்டா, நாட்றம்பள்ளி, திருப்பத்தூர். (3) மோ.மதன்குமார், குருபவானிகுண்டா, மல்லகுண்டா, நாட்றம்பள்ளி, திருப்பத்தூர். [1144,232,1472,306]
deputy-organizers-text: துணை அமைப்பாளர்கள் : (1) மா.கார்த்திக், ராஜன் வட்டம், சிக்கணாங்குப்பம், வாணியம்பாடி, திருப்பத்தூர். (2) சீ.பிரகாஷ், ராஜன் வட்டம், சிக்கணாங்குப்பம், வாணியம்பாடி, திருப்பத்தூர். (3) மா.சரவணன், ராஜன் வட்டம், சிக்கணாங்குப்பம், வாணியம்பாடி, திருப்பத்தூர். [56,171,402,245]
booth-organizer: சாரசுசித்குமார், நாராயணபுரம், அலசந்தாபுரம், வாணியம்பாடி, திருப்பத்தூர். [484,1695,717,1723]
organizer-text: அமைப்பாளர் : த.சங்கர், குருசுகவுண்டர் வட்டம், தும்பேரி, வாணியம்பாடி, திருப்பத்தூர். [56,1533,402,1561]
organizer-text: அமைப்பாளர் : மா.அன்பு, 338, ஏரிக்கொல்லை, தும்பேரி, வாணியம்பாடி, திருப்பத்தூர். [56,1793,402,1822]
